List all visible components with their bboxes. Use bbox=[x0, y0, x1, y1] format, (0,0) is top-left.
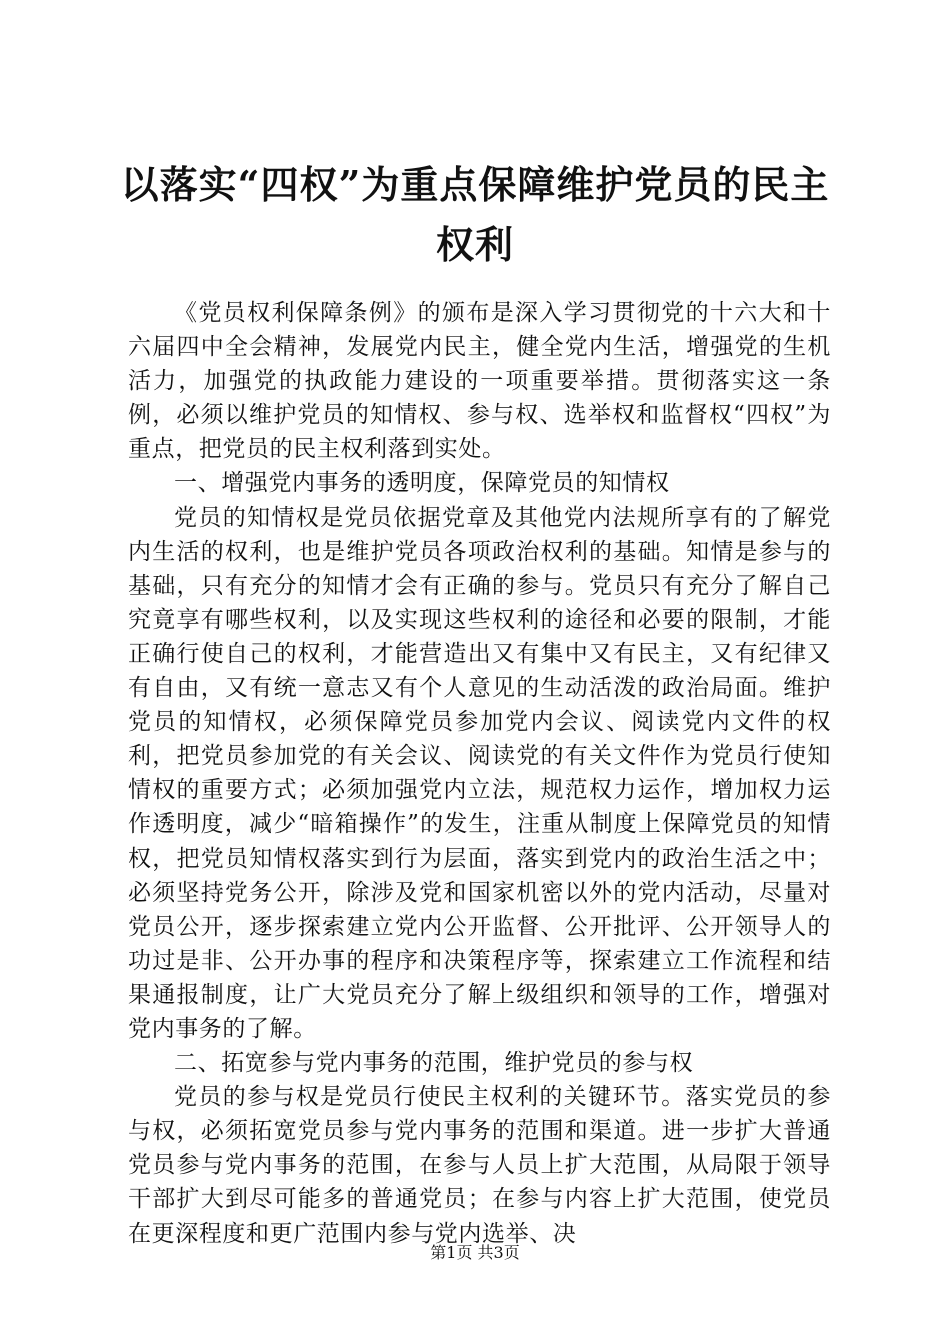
document-body bbox=[128, 296, 831, 1251]
paragraph-section-2: 党员的参与权是党员行使民主权利的关键环节。落实党员的参与权，必须拓宽党员参与党内事务的范围和渠道。进一步扩大普通党员参与党内事务的范围，在参与人员上扩大范围，从局限于领导干部扩大到尽可能多的普通党员；在参与内容上扩大范围，使党员在更深程度和更广范围内参与党内选举、决 bbox=[128, 1084, 831, 1247]
paragraph-section-1: 党员的知情权是党员依据党章及其他党内法规所享有的了解党内生活的权利，也是维护党员各项政治权利的基础。知情是参与的基础，只有充分的知情才会有正确的参与。党员只有充分了解自己究竟享有哪些权利，以及实现这些权利的途径和必要的限制，才能正确行使自己的权利，才能营造出又有集中又有民主，又有纪律又有自由，又有统一意志又有个人意见的生动活泼的政治局面。维护党员的知情权，必须保障党员参加党内会议、阅读党内文件的权利，把党员参加党的有关会议、阅读党的有关文件作为党员行使知情权的重要方式；必须加强党内立法，规范权力运作，增加权力运作透明度，减少“暗箱操作”的发生，注重从制度上保障党员的知情权，把党员知情权落实到行为层面，落实到党内的政治生活之中；必须坚持党务公开，除涉及党和国家机密以外的党内活动，尽量对党员公开，逐步探索建立党内公开监督、公开批评、公开领导人的功过是非、公开办事的程序和决策程序等，探索建立工作流程和结果通报制度，让广大党员充分了解上级组织和领导的工作，增强对党内事务的了解。 bbox=[128, 504, 831, 1042]
paragraph-intro: 《党员权利保障条例》的颁布是深入学习贯彻党的十六大和十六届四中全会精神，发展党内民主，健全党内生活，增强党的生机活力，加强党的执政能力建设的一项重要举措。贯彻落实这一条例，必须以维护党员的知情权、参与权、选举权和监督权“四权”为重点，把党员的民主权利落到实处。 bbox=[128, 300, 831, 463]
section-heading-1: 一、增强党内事务的透明度，保障党员的知情权 bbox=[174, 470, 670, 497]
document-title: 以落实“四权”为重点保障维护党员的民主权利 bbox=[120, 162, 830, 267]
page-number-footer: 第1页 共3页 bbox=[430, 1243, 520, 1262]
section-heading-2: 二、拓宽参与党内事务的范围，维护党员的参与权 bbox=[174, 1050, 694, 1077]
